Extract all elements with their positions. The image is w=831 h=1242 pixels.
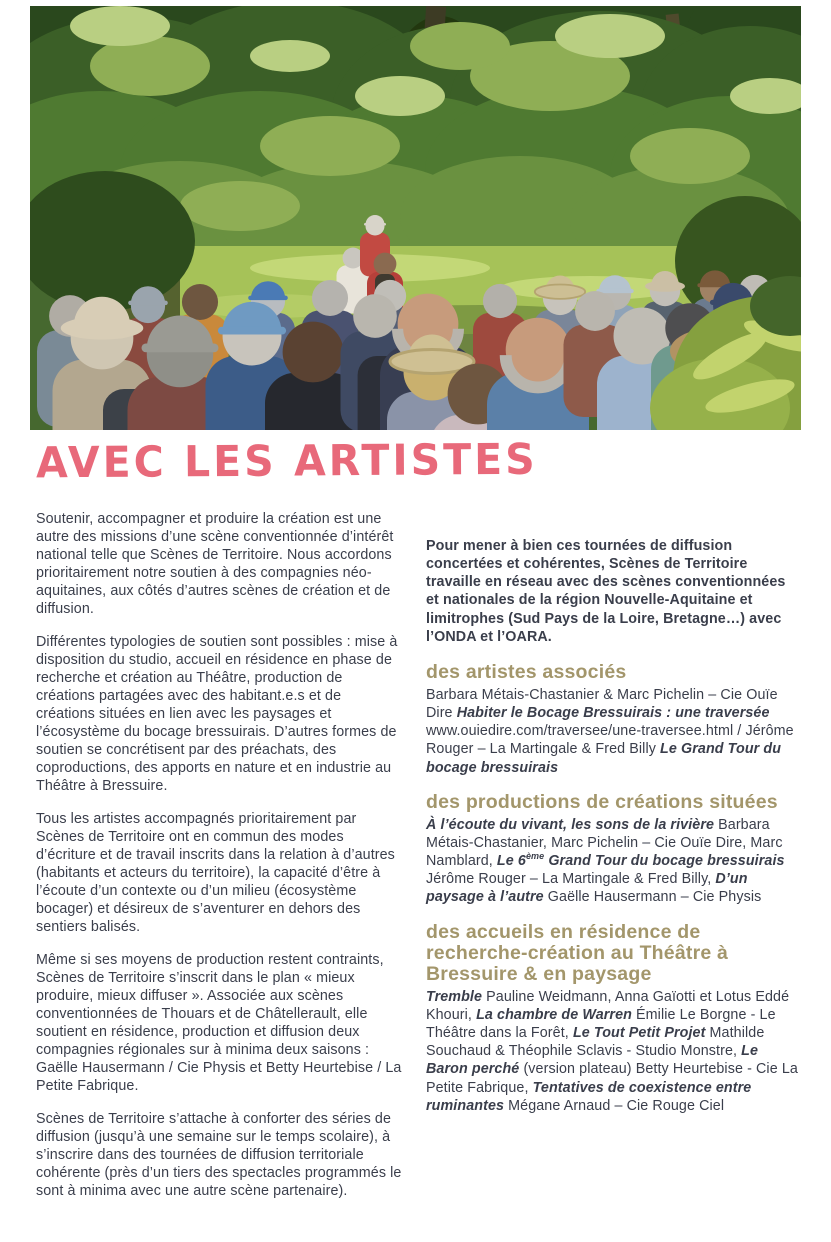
- section-accueils-residence: [426, 922, 800, 1115]
- section-body: À l’écoute du vivant, les sons de la rivière Barbara Métais-Chastanier, Marc Pichelin – Cie Ouïe Dire, Marc Namblard, Le 6ème Grand Tour du bocage bressuirais Jérôme Rouger – La Martingale & Fred Billy, D’un paysage à l’autre Gaëlle Hausermann – Cie Physis: [426, 816, 785, 906]
- right-column: [426, 510, 800, 1215]
- section-productions-situees: [426, 792, 800, 907]
- paragraph: Scènes de Territoire s’attache à conforter des séries de diffusion (jusqu’à une semaine sur le temps scolaire), à s’inscrire dans des tournées de diffusion territoriale cohérente (près d’un tiers des spectacles programmés le sont à minima avec une autre scène partenaire).: [36, 1111, 402, 1199]
- hero-photo-illustration: [30, 6, 801, 430]
- left-column: [36, 510, 404, 1215]
- page-title: AVEC LES ARTISTES: [35, 434, 538, 488]
- hero-photo: [30, 6, 801, 430]
- paragraph: Différentes typologies de soutien sont possibles : mise à disposition du studio, accueil en résidence en phase de recherche et création au Théâtre, production de créations partagées avec des habitant.e.s et de créations situées en lien avec les paysages et l’écosystème du bocage bressuirais. D’autres formes de soutien se concrétisent par des préachats, des coproductions, des apports en nature et en industrie au Théâtre à Bressuire.: [36, 634, 398, 794]
- paragraph: Tous les artistes accompagnés prioritairement par Scènes de Territoire ont en commun des modes d’écriture et de travail inscrits dans la relation à d’autres (habitants et acteurs du territoire), la capacité d’être à l’écoute d’un contexte ou d’un milieu (écosystème bocager) et désireux de s’aventurer en dehors des sentiers balisés.: [36, 811, 395, 935]
- text-columns: [36, 510, 802, 1215]
- section-body: Barbara Métais-Chastanier & Marc Pichelin – Cie Ouïe Dire Habiter le Bocage Bressuirais : une traversée www.ouiedire.com/traversee/une-traversee.html / Jérôme Rouger – La Martingale & Fred Billy Le Grand Tour du bocage bressuirais: [426, 686, 794, 776]
- section-artistes-associes: [426, 662, 800, 777]
- section-heading: des artistes associés: [426, 660, 627, 683]
- intro-paragraph: Pour mener à bien ces tournées de diffusion concertées et cohérentes, Scènes de Territoire travaille en réseau avec des scènes conventionnées et nationales de la région Nouvelle-Aquitaine et limitrophes (Sud Pays de la Loire, Bretagne…) avec l’ONDA et l’OARA.: [426, 538, 786, 645]
- section-body: Tremble Pauline Weidmann, Anna Gaïotti et Lotus Eddé Khouri, La chambre de Warren Émilie Le Borgne - Le Théâtre dans la Forêt, Le Tout Petit Projet Mathilde Souchaud & Théophile Sclavis - Studio Monstre, Le Baron perché (version plateau) Betty Heurtebise - Cie La Petite Fabrique, Tentatives de coexistence entre ruminantes Mégane Arnaud – Cie Rouge Ciel: [426, 988, 798, 1114]
- section-heading: des productions de créations situées: [426, 790, 778, 813]
- section-heading: des accueils en résidence de recherche-création au Théâtre à Bressuire & en paysage: [426, 920, 729, 985]
- paragraph: Soutenir, accompagner et produire la création est une autre des missions d’une scène conventionnée d’intérêt national telle que Scènes de Territoire. Nous accordons prioritairement notre soutien à des compagnies néo-aquitaines, aux côtés d’autres scènes de création et de diffusion.: [36, 511, 394, 617]
- paragraph: Même si ses moyens de production restent contraints, Scènes de Territoire s’inscrit dans le plan « mieux produire, mieux diffuser ». Associée aux scènes conventionnées de Thouars et de Châtellerault, elle soutient en résidence, production et diffusion deux compagnies régionales sur à minima deux saisons : Gaëlle Hausermann / Cie Physis et Betty Heurtebise / La Petite Fabrique.: [36, 952, 402, 1094]
